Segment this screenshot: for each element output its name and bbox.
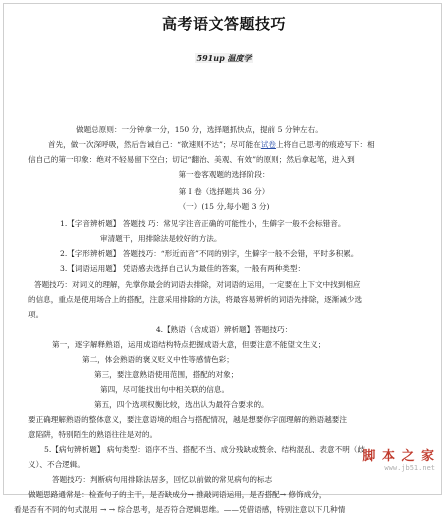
text-line: 答题技巧：对词义的理解，先掌你最会的词语去排除，对词语的运用，一定要在上下文中找到相应 <box>34 279 361 289</box>
inline-link[interactable]: 试卷 <box>260 140 276 150</box>
watermark-url: www.jb51.net <box>384 464 435 472</box>
text-line: 4.【熟语（含成语）辨析题】答题技巧： <box>155 324 293 334</box>
text-line: 5.【病句辨析题】 病句类型：语序不当、搭配不当、成分残缺或赘余、结构混乱、表意不明（歧 <box>44 445 365 455</box>
page-title: 高考语文答题技巧 <box>161 15 286 33</box>
text-line: 第四，尽可能找出句中相关联的信息。 <box>100 384 230 394</box>
watermark-logo: 脚 本 之 家 <box>362 449 435 464</box>
text-line: 首先，做一次深呼吸，然后告诫自己：“欲速则不达”；尽可能在试卷上将自己思考的痕迹写下：相 <box>48 140 375 150</box>
text-line: 看是否有不同的句式混用 → → 综合思考，是否符合逻辑思维。——凭借语感，特别注意以下几种情 <box>14 505 346 515</box>
text-line: 义）、不合逻辑。 <box>28 460 85 470</box>
text-line: 2.【字形辨析题】 答题技巧：“形近而音”不同的别字，生僻字一般不会错，平时多积累。 <box>60 249 359 259</box>
text-line: 1.【字音辨析题】 答题技 巧：常见字注音正确的可能性小，生僻字一般不会标错音。 <box>60 219 346 229</box>
text-line: 第 I 卷（选择题共 36 分） <box>178 187 270 197</box>
watermark <box>345 445 435 472</box>
text-line: 第三，要注意熟语使用范围，搭配的对象； <box>94 369 239 379</box>
text-line: 的信息，重点是使用场合上的搭配，注意采用排除的方法，将最容易辨析的词语先排除，逐渐减少选 <box>28 294 363 304</box>
text-line: 第五，四个选项权衡比较，选出认为最符合要求的。 <box>94 399 269 409</box>
text-line: 第二，体会熟语的褒义贬义中性等感情色彩； <box>82 354 234 364</box>
subtitle-text: 591up 温度学 <box>196 53 252 63</box>
text-line: 信自己的第一印象：绝对不轻易留下空白；切记“翻治、美观、有效”的原则；然后拿起笔，进入到 <box>28 155 355 165</box>
text-line: 要正确理解熟语的整体意义，要注意语境的组合与搭配情况，越是想要你字面理解的熟语越要注 <box>28 414 347 424</box>
text-line: 做题总原则：一分钟拿一分，150 分，选择题抓快点，提前 5 分钟左右。 <box>76 125 323 134</box>
text-line: 3.【词语运用题】 凭语感去选择自己认为最佳的答案，一般有两种类型： <box>60 264 306 274</box>
text-line: 第一卷客观题的选择阶段： <box>178 170 270 180</box>
text-line: 答题技巧：判断病句用排除法居多，回忆以前做的常见病句的标志 <box>52 475 273 485</box>
text-line: 意陷阱，特别陌生的熟语往往是对的。 <box>28 430 158 439</box>
text-line: 第一，逐字解释熟语，运用成语结构特点把握成语大意，但要注意不能望文生义； <box>52 339 326 349</box>
text-line: 做题思路通常是：检查句子的主干，是否缺成分→ 推敲词语运用，是否搭配→ 修饰成分， <box>28 490 327 500</box>
text-line: 项。 <box>28 309 44 319</box>
text-line: 审清题干，用排除法是较好的方法。 <box>100 234 222 244</box>
text-line: （一）(15 分,每小题 3 分) <box>178 202 270 212</box>
page-subtitle <box>14 52 434 65</box>
